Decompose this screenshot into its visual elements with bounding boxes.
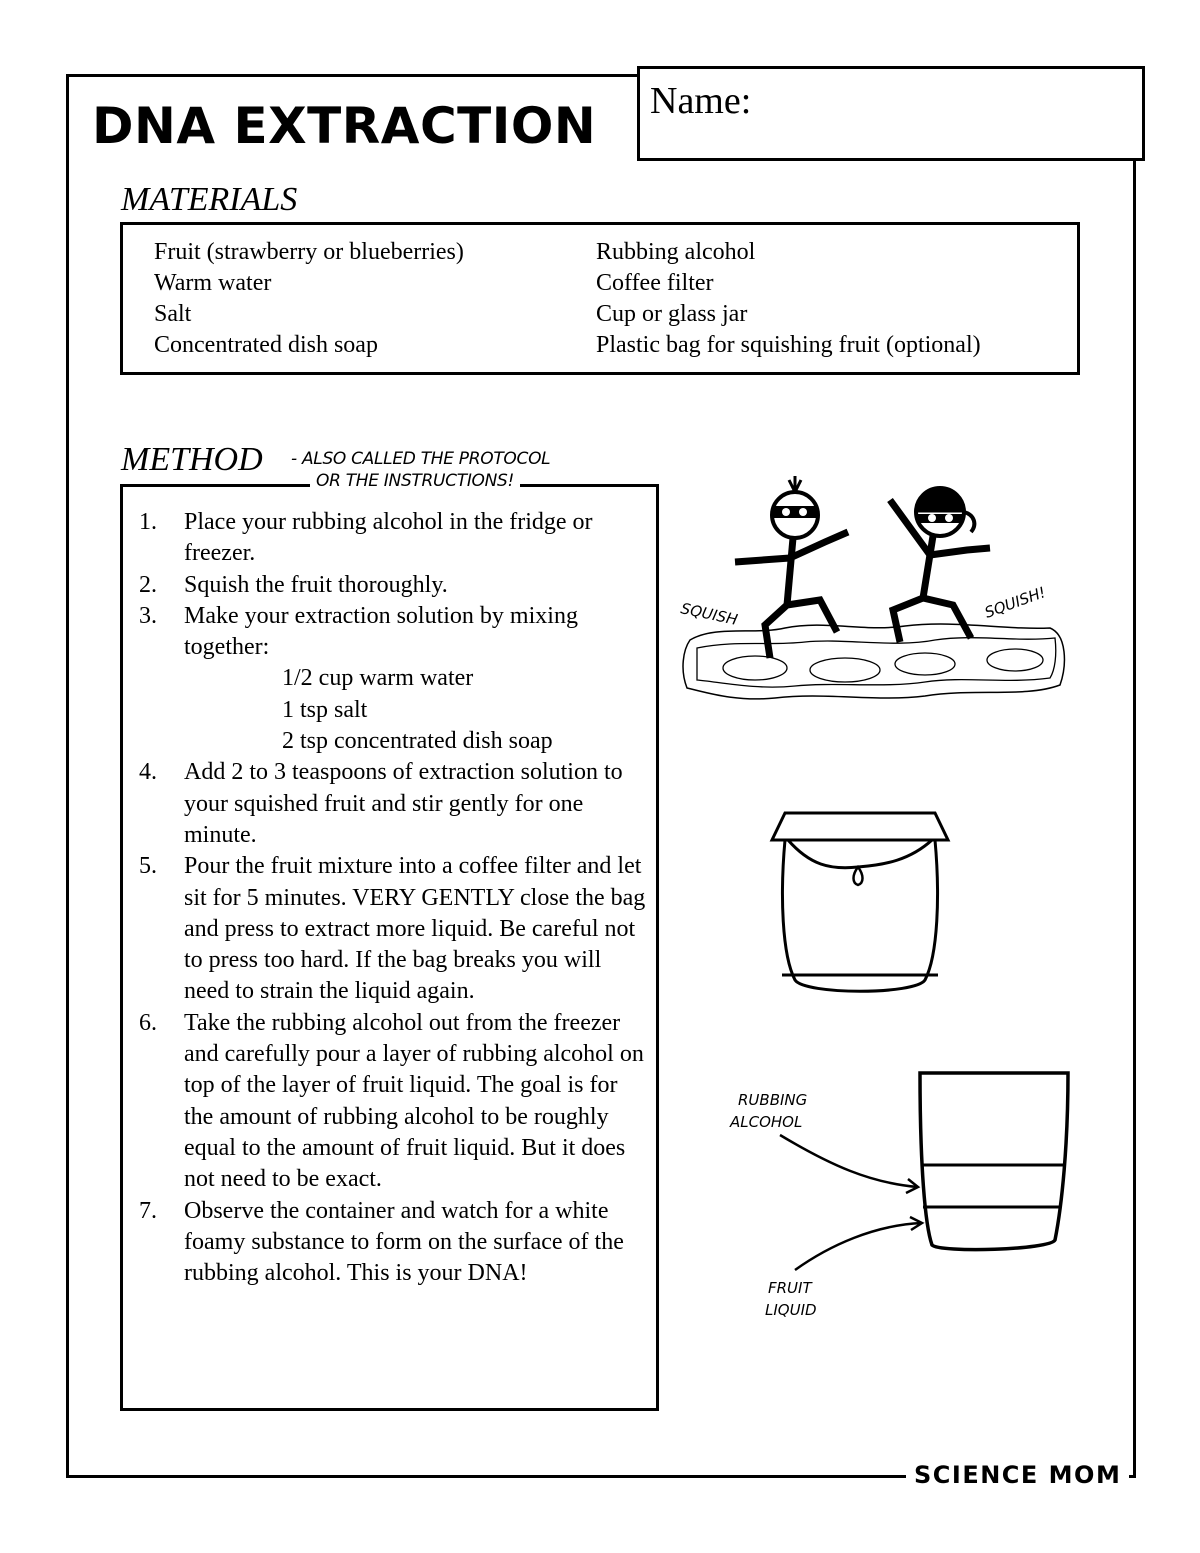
method-note-line-1: - ALSO CALLED THE PROTOCOL [285, 449, 556, 469]
method-steps [139, 507, 649, 1289]
page-title: DNA EXTRACTION [92, 97, 597, 155]
step-number: 6. [139, 1009, 157, 1036]
step-number: 5. [139, 853, 157, 880]
step-text: Place your rubbing alcohol in the fridge or freezer. [184, 509, 593, 567]
step-text: Take the rubbing alcohol out from the freezer and carefully pour a layer of rubbing alcohol on top of the layer of fruit liquid. The goal is for the amount of rubbing alcohol to be roughly equal to the amount of fruit liquid. But it does not need to be exact. [184, 1009, 644, 1193]
step-number: 7. [139, 1197, 157, 1224]
name-field[interactable] [637, 66, 1145, 161]
layered-cup-illustration [710, 1065, 1090, 1345]
material-item: Fruit (strawberry or blueberries) [154, 239, 464, 265]
step-text: Pour the fruit mixture into a coffee filter and let sit for 5 minutes. VERY GENTLY close the bag and press to extract more liquid. Be careful not to press too hard. If the bag breaks you will need to strain the liquid again. [184, 853, 646, 1005]
name-label: Name: [650, 80, 752, 122]
method-heading: METHOD [121, 441, 263, 478]
ingredient-line: 2 tsp concentrated dish soap [282, 728, 553, 755]
label-liquid: LIQUID [765, 1301, 817, 1319]
label-fruit: FRUIT [768, 1279, 812, 1297]
step-item [139, 851, 649, 1007]
step-text: Make your extraction solution by mixing together: [184, 602, 578, 661]
materials-box [120, 222, 1080, 375]
step-item [139, 601, 649, 757]
squish-left-label: SQUISH [679, 599, 740, 629]
material-item: Coffee filter [596, 270, 714, 296]
materials-list-right [596, 237, 981, 361]
step-number: 2. [139, 571, 157, 598]
label-rubbing: RUBBING [738, 1091, 808, 1109]
step-text: Observe the container and watch for a white foamy substance to form on the surface of the rubbing alcohol. This is your DNA! [184, 1197, 624, 1287]
method-box [120, 484, 659, 1411]
step-text: Add 2 to 3 teaspoons of extraction solution to your squished fruit and stir gently for one minute. [184, 759, 623, 848]
materials-heading: MATERIALS [121, 181, 298, 218]
material-item: Concentrated dish soap [154, 332, 378, 358]
squish-right-label: SQUISH! [982, 583, 1049, 622]
step-number: 4. [139, 759, 157, 786]
squish-illustration [675, 470, 1075, 720]
material-item: Salt [154, 301, 192, 327]
material-item: Cup or glass jar [596, 301, 748, 327]
step-item [139, 1196, 649, 1290]
ingredient-line: 1/2 cup warm water [282, 665, 474, 692]
materials-list-left [154, 237, 464, 361]
science-mom-logo: SCIENCE MOM [906, 1461, 1129, 1489]
step-item [139, 757, 649, 851]
material-item: Warm water [154, 270, 272, 296]
method-note-line-2: OR THE INSTRUCTIONS! [310, 471, 520, 491]
step-text: Squish the fruit thoroughly. [184, 571, 448, 598]
step-number: 1. [139, 509, 157, 535]
step-number: 3. [139, 602, 157, 629]
step-item [139, 570, 649, 601]
step-item [139, 1008, 649, 1196]
material-item: Rubbing alcohol [596, 239, 756, 265]
material-item: Plastic bag for squishing fruit (optional) [596, 332, 981, 358]
label-alcohol: ALCOHOL [730, 1113, 803, 1131]
step-item [139, 507, 649, 570]
ingredient-line: 1 tsp salt [282, 696, 368, 723]
jar-with-filter-illustration [760, 805, 960, 1005]
